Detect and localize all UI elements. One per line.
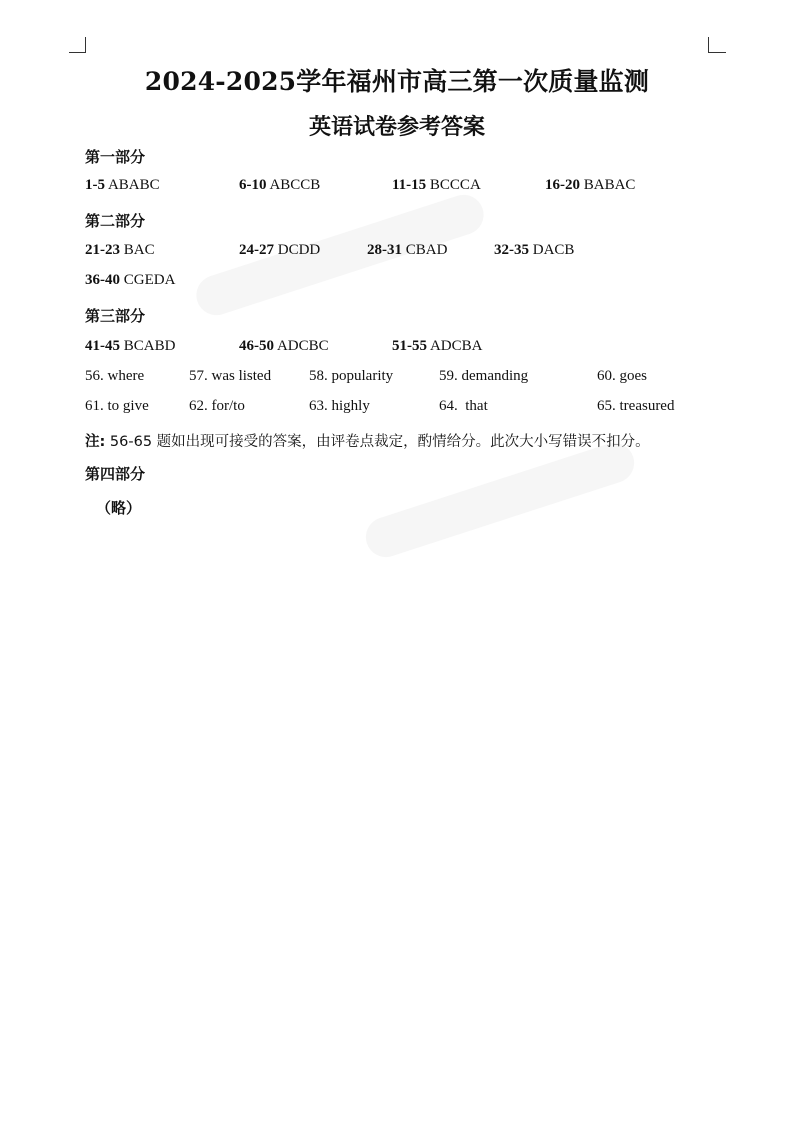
fill-in-answer: 56. where <box>85 368 145 384</box>
answer-item: 28-31 CBAD <box>367 242 448 258</box>
crop-mark-left-horizontal <box>69 52 86 53</box>
answer-item: 16-20 BABAC <box>545 177 636 193</box>
answer-item: 1-5 ABABC <box>85 177 160 193</box>
fill-in-answer: 61. to give <box>85 398 149 414</box>
answer-item: 21-23 BAC <box>85 242 155 258</box>
note-text: 56-65 题如出现可接受的答案，由评卷点裁定，酌情给分。此次大小写错误不扣分。 <box>105 434 650 450</box>
page-subtitle: 英语试卷参考答案 <box>308 115 485 140</box>
fill-in-answer: 57. was listed <box>189 368 272 384</box>
watermark-smudge <box>361 438 640 563</box>
answer-item: 36-40 CGEDA <box>85 272 176 288</box>
answer-item: 46-50 ADCBC <box>239 338 329 354</box>
answer-item: 41-45 BCABD <box>85 338 176 354</box>
grading-note <box>85 430 650 451</box>
part1-answer-row <box>0 177 794 197</box>
part3-answer-row <box>0 338 794 358</box>
part4-omitted-text: （略） <box>96 499 142 517</box>
answer-item: 24-27 DCDD <box>239 242 321 258</box>
fill-in-answer: 64. that <box>439 398 488 414</box>
fill-in-answer: 65. treasured <box>597 398 675 414</box>
crop-mark-right-vertical <box>708 37 709 53</box>
fill-in-row <box>0 398 794 418</box>
page-title: 2024-2025学年福州市高三第一次质量监测 <box>144 67 650 96</box>
crop-mark-left-vertical <box>85 37 86 53</box>
crop-mark-right-horizontal <box>708 52 726 53</box>
fill-in-answer: 62. for/to <box>189 398 245 414</box>
section-heading-part4: 第四部分 <box>85 465 146 483</box>
fill-in-answer: 59. demanding <box>439 368 529 384</box>
part2-answer-row <box>0 272 794 292</box>
section-heading-part2: 第二部分 <box>85 212 146 230</box>
answer-item: 6-10 ABCCB <box>239 177 321 193</box>
fill-in-row <box>0 368 794 388</box>
fill-in-answer: 60. goes <box>597 368 647 384</box>
fill-in-answer: 63. highly <box>309 398 370 414</box>
part2-answer-row <box>0 242 794 262</box>
answer-item: 32-35 DACB <box>494 242 575 258</box>
section-heading-part1: 第一部分 <box>85 148 146 166</box>
section-heading-part3: 第三部分 <box>85 307 146 325</box>
fill-in-answer: 58. popularity <box>309 368 394 384</box>
note-label: 注: <box>85 434 106 450</box>
answer-item: 51-55 ADCBA <box>392 338 483 354</box>
answer-item: 11-15 BCCCA <box>392 177 481 193</box>
